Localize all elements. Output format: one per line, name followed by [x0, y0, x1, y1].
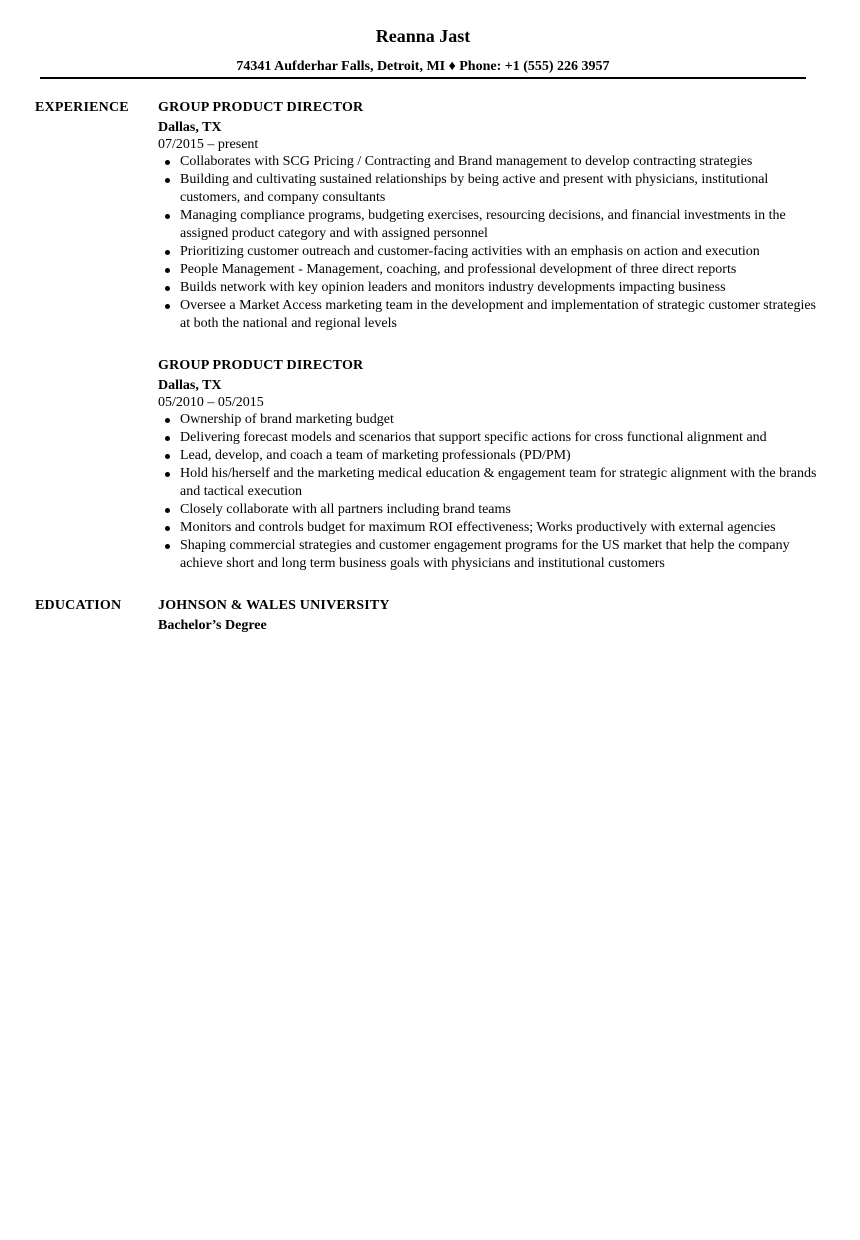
bullet-text: Lead, develop, and coach a team of marketing professionals (PD/PM)	[180, 448, 571, 463]
job-title: GROUP PRODUCT DIRECTOR	[158, 358, 364, 373]
bullet-dot-icon	[165, 436, 170, 441]
job-entry-1	[158, 99, 818, 333]
bullet-dot-icon	[165, 304, 170, 309]
bullet-dot-icon	[165, 250, 170, 255]
bullet-dot-icon	[165, 472, 170, 477]
bullet-dot-icon	[165, 160, 170, 165]
candidate-name: Reanna Jast	[375, 26, 471, 46]
bullet-item	[158, 411, 818, 429]
education-heading: EDUCATION	[35, 598, 122, 613]
bullet-item	[158, 171, 818, 207]
bullet-text: Building and cultivating sustained relationships by being active and present with physicians, institutional customers, and company consultants	[180, 172, 769, 205]
bullet-item	[158, 261, 818, 279]
bullet-item	[158, 429, 818, 447]
bullet-item	[158, 153, 818, 171]
experience-body	[158, 99, 818, 597]
bullet-text: Delivering forecast models and scenarios that support specific actions for cross functional alignment and	[180, 430, 767, 445]
job-entry-2	[158, 357, 818, 573]
bullet-dot-icon	[165, 508, 170, 513]
bullet-item	[158, 537, 818, 573]
bullet-text: People Management - Management, coaching, and professional development of three direct reports	[180, 262, 737, 277]
bullet-text: Builds network with key opinion leaders and monitors industry developments impacting business	[180, 280, 726, 295]
education-body	[158, 597, 818, 635]
bullet-item	[158, 207, 818, 243]
bullet-text: Ownership of brand marketing budget	[180, 412, 394, 427]
bullet-item	[158, 465, 818, 501]
bullet-text: Managing compliance programs, budgeting exercises, resourcing decisions, and financial investments in the assigned product category and with assigned personnel	[180, 208, 786, 241]
job-bullets	[158, 153, 818, 333]
bullet-text: Hold his/herself and the marketing medical education & engagement team for strategic alignment with the brands and tactical execution	[180, 466, 817, 499]
job-location: Dallas, TX	[158, 120, 222, 135]
job-title: GROUP PRODUCT DIRECTOR	[158, 100, 364, 115]
bullet-dot-icon	[165, 454, 170, 459]
bullet-text: Prioritizing customer outreach and customer-facing activities with an emphasis on action and execution	[180, 244, 760, 259]
bullet-text: Closely collaborate with all partners including brand teams	[180, 502, 511, 517]
bullet-text: Monitors and controls budget for maximum ROI effectiveness; Works productively with external agencies	[180, 520, 776, 535]
bullet-dot-icon	[165, 178, 170, 183]
bullet-item	[158, 243, 818, 261]
bullet-item	[158, 447, 818, 465]
bullet-dot-icon	[165, 268, 170, 273]
bullet-dot-icon	[165, 544, 170, 549]
bullet-dot-icon	[165, 286, 170, 291]
bullet-item	[158, 519, 818, 537]
header-divider	[40, 77, 806, 79]
job-location: Dallas, TX	[158, 378, 222, 393]
experience-heading: EXPERIENCE	[35, 100, 129, 115]
bullet-dot-icon	[165, 214, 170, 219]
bullet-text: Oversee a Market Access marketing team in the development and implementation of strategic customer strategies at both the national and regional levels	[180, 298, 817, 331]
bullet-dot-icon	[165, 526, 170, 531]
contact-line: 74341 Aufderhar Falls, Detroit, MI ♦ Phone: +1 (555) 226 3957	[236, 59, 610, 74]
school-name: JOHNSON & WALES UNIVERSITY	[158, 598, 390, 613]
bullet-item	[158, 279, 818, 297]
bullet-item	[158, 501, 818, 519]
bullet-dot-icon	[165, 418, 170, 423]
job-dates: 07/2015 – present	[158, 137, 259, 152]
job-dates: 05/2010 – 05/2015	[158, 395, 264, 410]
bullet-text: Collaborates with SCG Pricing / Contracting and Brand management to develop contracting strategies	[180, 154, 753, 169]
degree: Bachelor’s Degree	[158, 618, 267, 633]
job-bullets	[158, 411, 818, 573]
bullet-item	[158, 297, 818, 333]
bullet-text: Shaping commercial strategies and customer engagement programs for the US market that help the company achieve short and long term business goals with physicians and institutional customers	[180, 538, 790, 571]
